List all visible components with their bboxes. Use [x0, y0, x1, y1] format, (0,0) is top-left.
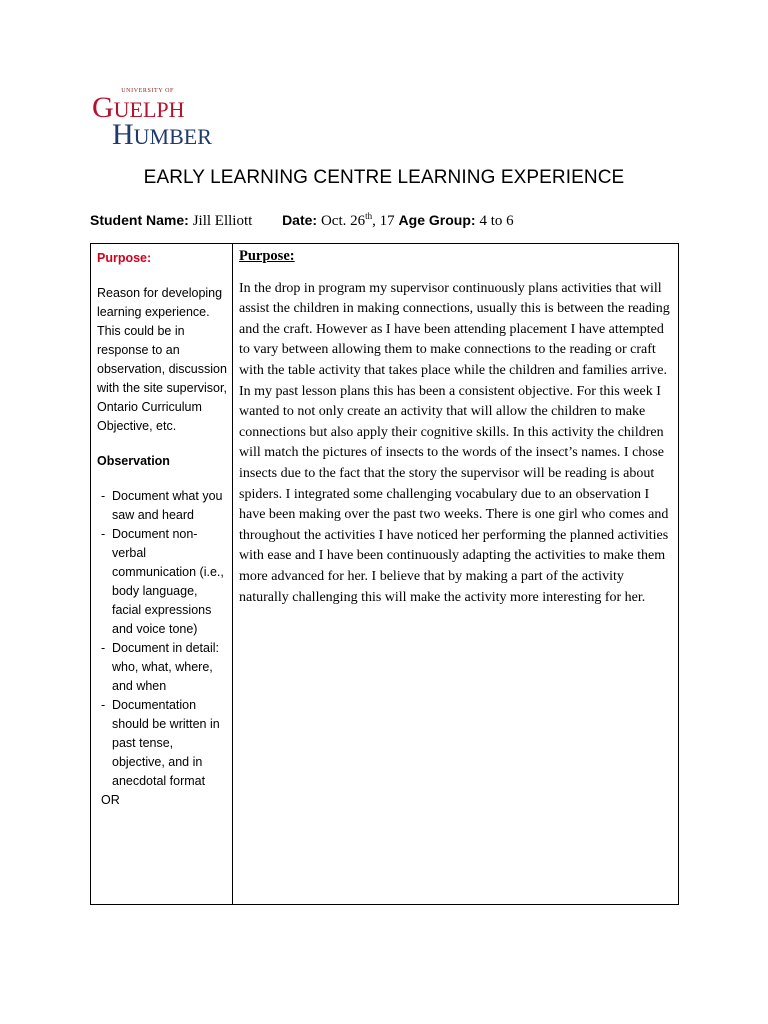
list-item: - Document what you saw and heard	[97, 487, 228, 525]
age-group-value: 4 to 6	[479, 213, 514, 229]
list-item: - Document in detail: who, what, where, and when	[97, 639, 228, 696]
logo-guelph: GUELPH	[92, 91, 185, 124]
logo-small-text: UNIVERSITY OF	[121, 88, 174, 94]
observation-label: Observation	[97, 454, 170, 468]
purpose-guidance-text: Reason for developing learning experience. This could be in response to an observation, discussion with the site supervisor, Ontario Curriculum Objective, etc.	[97, 286, 227, 433]
guidance-column	[91, 244, 233, 905]
learning-experience-table	[90, 243, 679, 905]
student-name-value: Jill Elliott	[192, 213, 253, 229]
date-value: Oct. 26th, 17	[320, 211, 395, 229]
list-item: - Documentation should be written in past tense, objective, and in anecdotal format	[97, 696, 228, 791]
or-text: OR	[101, 793, 120, 807]
student-name-label: Student Name:	[90, 212, 189, 228]
observation-guidance-list	[97, 487, 228, 791]
purpose-heading: Purpose:	[239, 248, 295, 264]
document-title: EARLY LEARNING CENTRE LEARNING EXPERIENCE	[143, 167, 625, 188]
purpose-label: Purpose:	[97, 251, 152, 265]
purpose-body-text: In the drop in program my supervisor continuously plans activities that will assist the children in making connections, usually this is between the reading and the craft. However as I have been attending placement I have attempted to vary between allowing them to make connections to the reading or craft with the table activity that takes place while the children and families arrive. In my past lesson plans this has been a consistent objective. For this week I wanted to not only create an activity that will allow the children to make connections but also apply their cognitive skills. In this activity the children will match the pictures of insects to the words of the insect’s names. I chose insects due to the fact that the story the supervisor will be reading is about spiders. I integrated some challenging vocabulary due to an observation I have been making over the past two weeks. There is one girl who comes and throughout the activities I have noticed her performing the planned activities with ease and I have been continuously adapting the activities to make them more advanced for her. I believe that by making a part of the activity naturally challenging this will make the activity more interesting for her.	[239, 280, 670, 605]
logo-humber: HUMBER	[112, 118, 212, 151]
list-item: - Document non-verbal communication (i.e., body language, facial expressions and voice tone)	[97, 525, 228, 639]
student-info-line	[90, 211, 514, 230]
university-logo	[92, 88, 232, 152]
content-column	[233, 244, 679, 905]
date-label: Date:	[282, 212, 318, 228]
age-group-label: Age Group:	[398, 212, 476, 228]
